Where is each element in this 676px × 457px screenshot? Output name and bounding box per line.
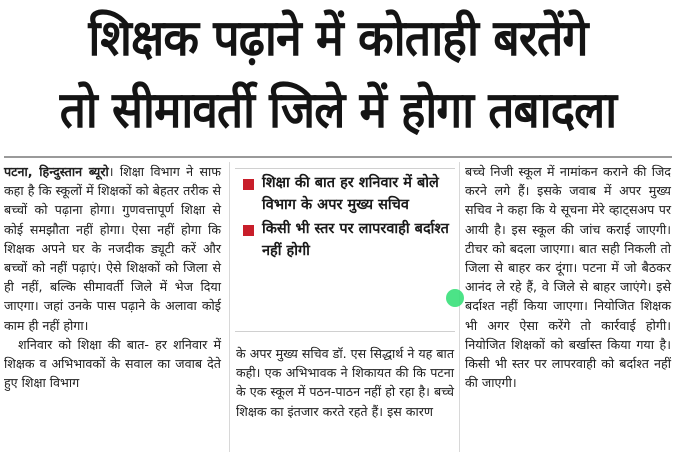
square-bullet-icon (243, 179, 254, 190)
middle-paragraph: के अपर मुख्य सचिव डॉ. एस सिद्धार्थ ने यह बात कही। एक अभिभावक ने शिकायत की कि पटना के एक स्कूल में पठन-पाठन नहीं हो रहा है। बच्चे शिक्षक का इंतजार करते रहते हैं। इस कारण (236, 346, 454, 419)
cursor-marker (446, 289, 464, 307)
left-paragraph-1-text: । शिक्षा विभाग ने साफ कहा है कि स्कूलों में शिक्षकों को बेहतर तरीक से बच्चों को पढ़ाना होगा। गुणवत्तापूर्ण शिक्षा से कोई समझौता नहीं होगा। ऐसा नहीं होगा कि शिक्षक अपने घर के नजदीक ड्यूटी करें और बच्चों को नहीं पढ़ाएं। ऐसे शिक्षकों को जिला से ही नहीं, बल्कि सीमावर्ती जिले में भेज दिया जाएगा। जहां उनके पास पढ़ाने के अलावा कोई काम ही नहीं होगा। (4, 164, 221, 333)
right-column (465, 162, 671, 392)
column-divider-right (459, 162, 460, 452)
headline-line-1: शिक्षक पढ़ाने में कोताही बरतेंगे (88, 9, 588, 67)
left-paragraph-2: शनिवार को शिक्षा की बात- हर शनिवार में शिक्षक व अभिभावकों के सवाल का जवाब देते हुए शिक्षा विभाग (4, 336, 221, 391)
pull-quote-item (240, 172, 450, 216)
pull-quote-item (240, 218, 450, 262)
pull-quote-text: शिक्षा की बात हर शनिवार में बोले विभाग के अपर मुख्य सचिव (262, 175, 439, 213)
left-column (4, 162, 221, 392)
left-paragraph-1 (4, 162, 221, 335)
dateline: पटना, हिन्दुस्तान ब्यूरो (4, 164, 109, 179)
pull-quote-text: किसी भी स्तर पर लापरवाही बर्दाश्त नहीं होगी (262, 221, 449, 259)
right-paragraph: बच्चे निजी स्कूल में नामांकन कराने की जिद करने लगे हैं। इसके जवाब में अपर मुख्य सचिव ने कहा कि ये सूचना मेरे व्हाट्सअप पर आयी है। इस स्कूल की जांच कराई जाएगी। टीचर को बदला जाएगा। बात सही निकली तो जिला से बाहर कर दूंगा। पटना में जो बैठकर आनंद ले रहे हैं, वे जिले से बाहर जाएंगे। इसे बर्दाश्त नहीं किया जाएगा। नियोजित शिक्षक भी अगर ऐसा करेंगे तो कार्रवाई होगी। नियोजित शिक्षकों को बर्खास्त किया गया है। किसी भी स्तर पर लापरवाही को बर्दाश्त नहीं की जाएगी। (465, 164, 671, 391)
column-divider-left (229, 162, 230, 452)
headline-line-2: तो सीमावर्ती जिले में होगा तबादला (59, 81, 617, 139)
middle-column (236, 344, 454, 421)
square-bullet-icon (243, 225, 254, 236)
pull-quote (240, 172, 450, 322)
headline-rule (4, 156, 672, 158)
headline (0, 0, 676, 152)
